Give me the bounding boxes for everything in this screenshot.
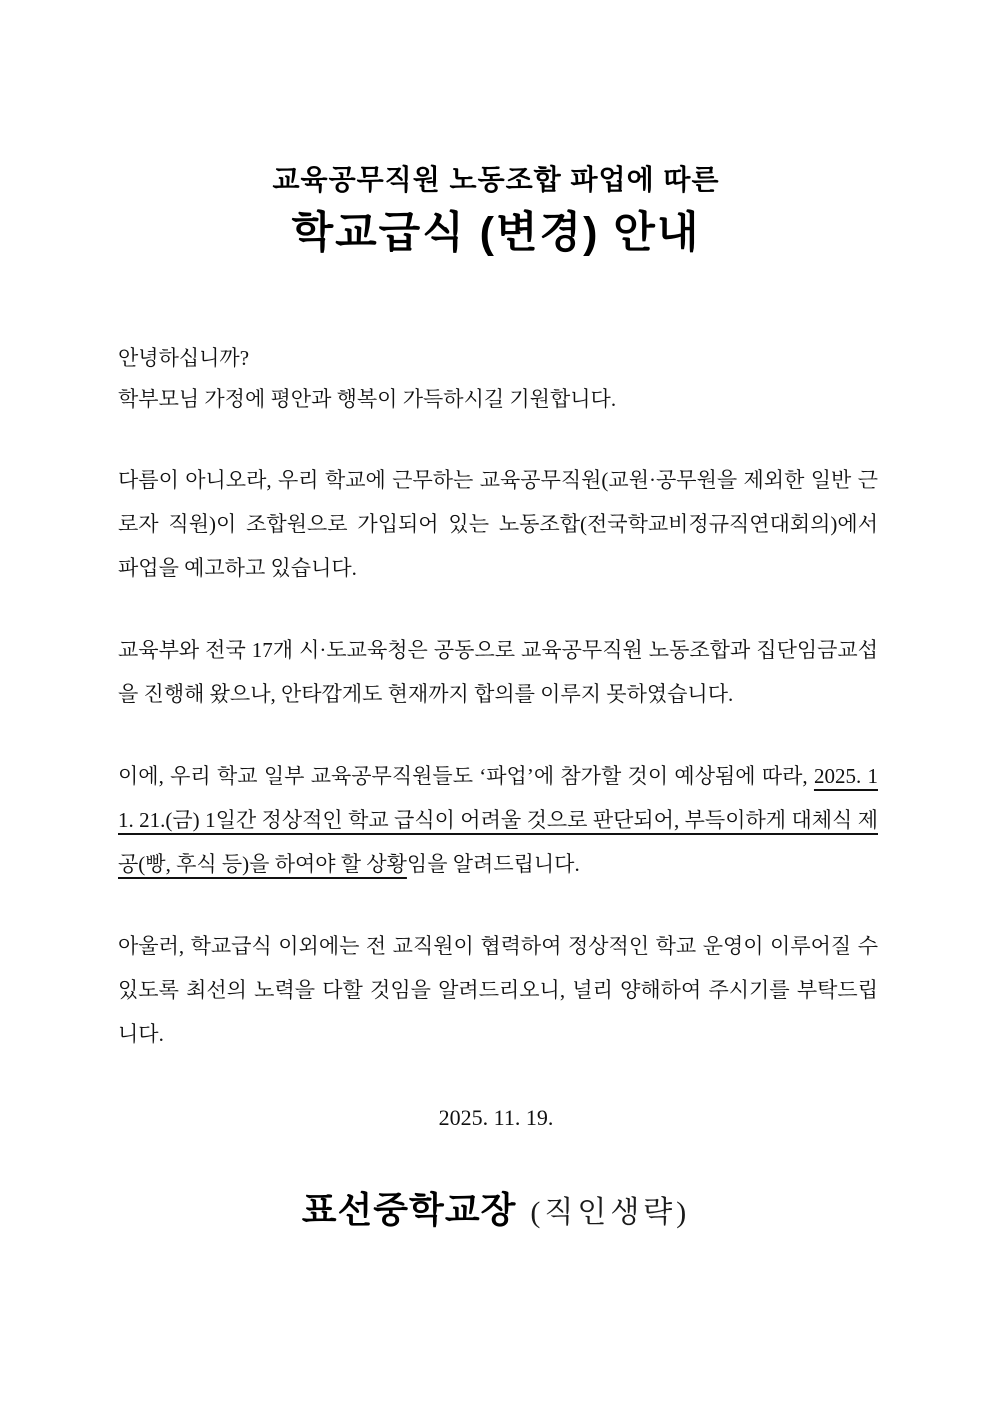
signer-name: 표선중학교장: [301, 1189, 517, 1230]
signature: [0, 1182, 992, 1233]
seal-omitted-note: (직인생략): [530, 1196, 691, 1229]
meal-change-prefix: 이에, 우리 학교 일부 교육공무직원들도 ‘파업’에 참가할 것이 예상됨에 따라,: [118, 764, 814, 788]
paragraph-meal-change: [118, 754, 878, 886]
document-subtitle: 교육공무직원 노동조합 파업에 따른: [272, 164, 720, 195]
document-body: [118, 338, 878, 1056]
greeting-line-2: 학부모님 가정에 평안과 행복이 가득하시길 기원합니다.: [118, 387, 617, 411]
meal-change-suffix: 임을 알려드립니다.: [406, 852, 580, 876]
greeting-paragraph: [118, 338, 878, 420]
document-main-title: 학교급식 (변경) 안내: [291, 209, 701, 257]
paragraph-strike-notice: 다름이 아니오라, 우리 학교에 근무하는 교육공무직원(교원·공무원을 제외한 일반 근로자 직원)이 조합원으로 가입되어 있는 노동조합(전국학교비정규직연대회의)에서 파업을 예고하고 있습니다.: [118, 468, 878, 580]
paragraph-closing-request: 아울러, 학교급식 이외에는 전 교직원이 협력하여 정상적인 학교 운영이 이루어질 수 있도록 최선의 노력을 다할 것임을 알려드리오니, 널리 양해하여 주시기를 부탁드립니다.: [118, 934, 878, 1046]
paragraph-negotiation-status: 교육부와 전국 17개 시·도교육청은 공동으로 교육공무직원 노동조합과 집단임금교섭을 진행해 왔으나, 안타깝게도 현재까지 합의를 이루지 못하였습니다.: [118, 638, 878, 706]
document-title: [0, 160, 992, 262]
meal-change-underlined-text: 2025. 11. 21.(금) 1일간 정상적인 학교 급식이 어려울 것으로 판단되어, 부득이하게 대체식 제공(빵, 후식 등)을 하여야 할 상황: [118, 764, 878, 876]
document-date: 2025. 11. 19.: [438, 1105, 554, 1130]
greeting-line-1: 안녕하십니까?: [118, 346, 250, 370]
